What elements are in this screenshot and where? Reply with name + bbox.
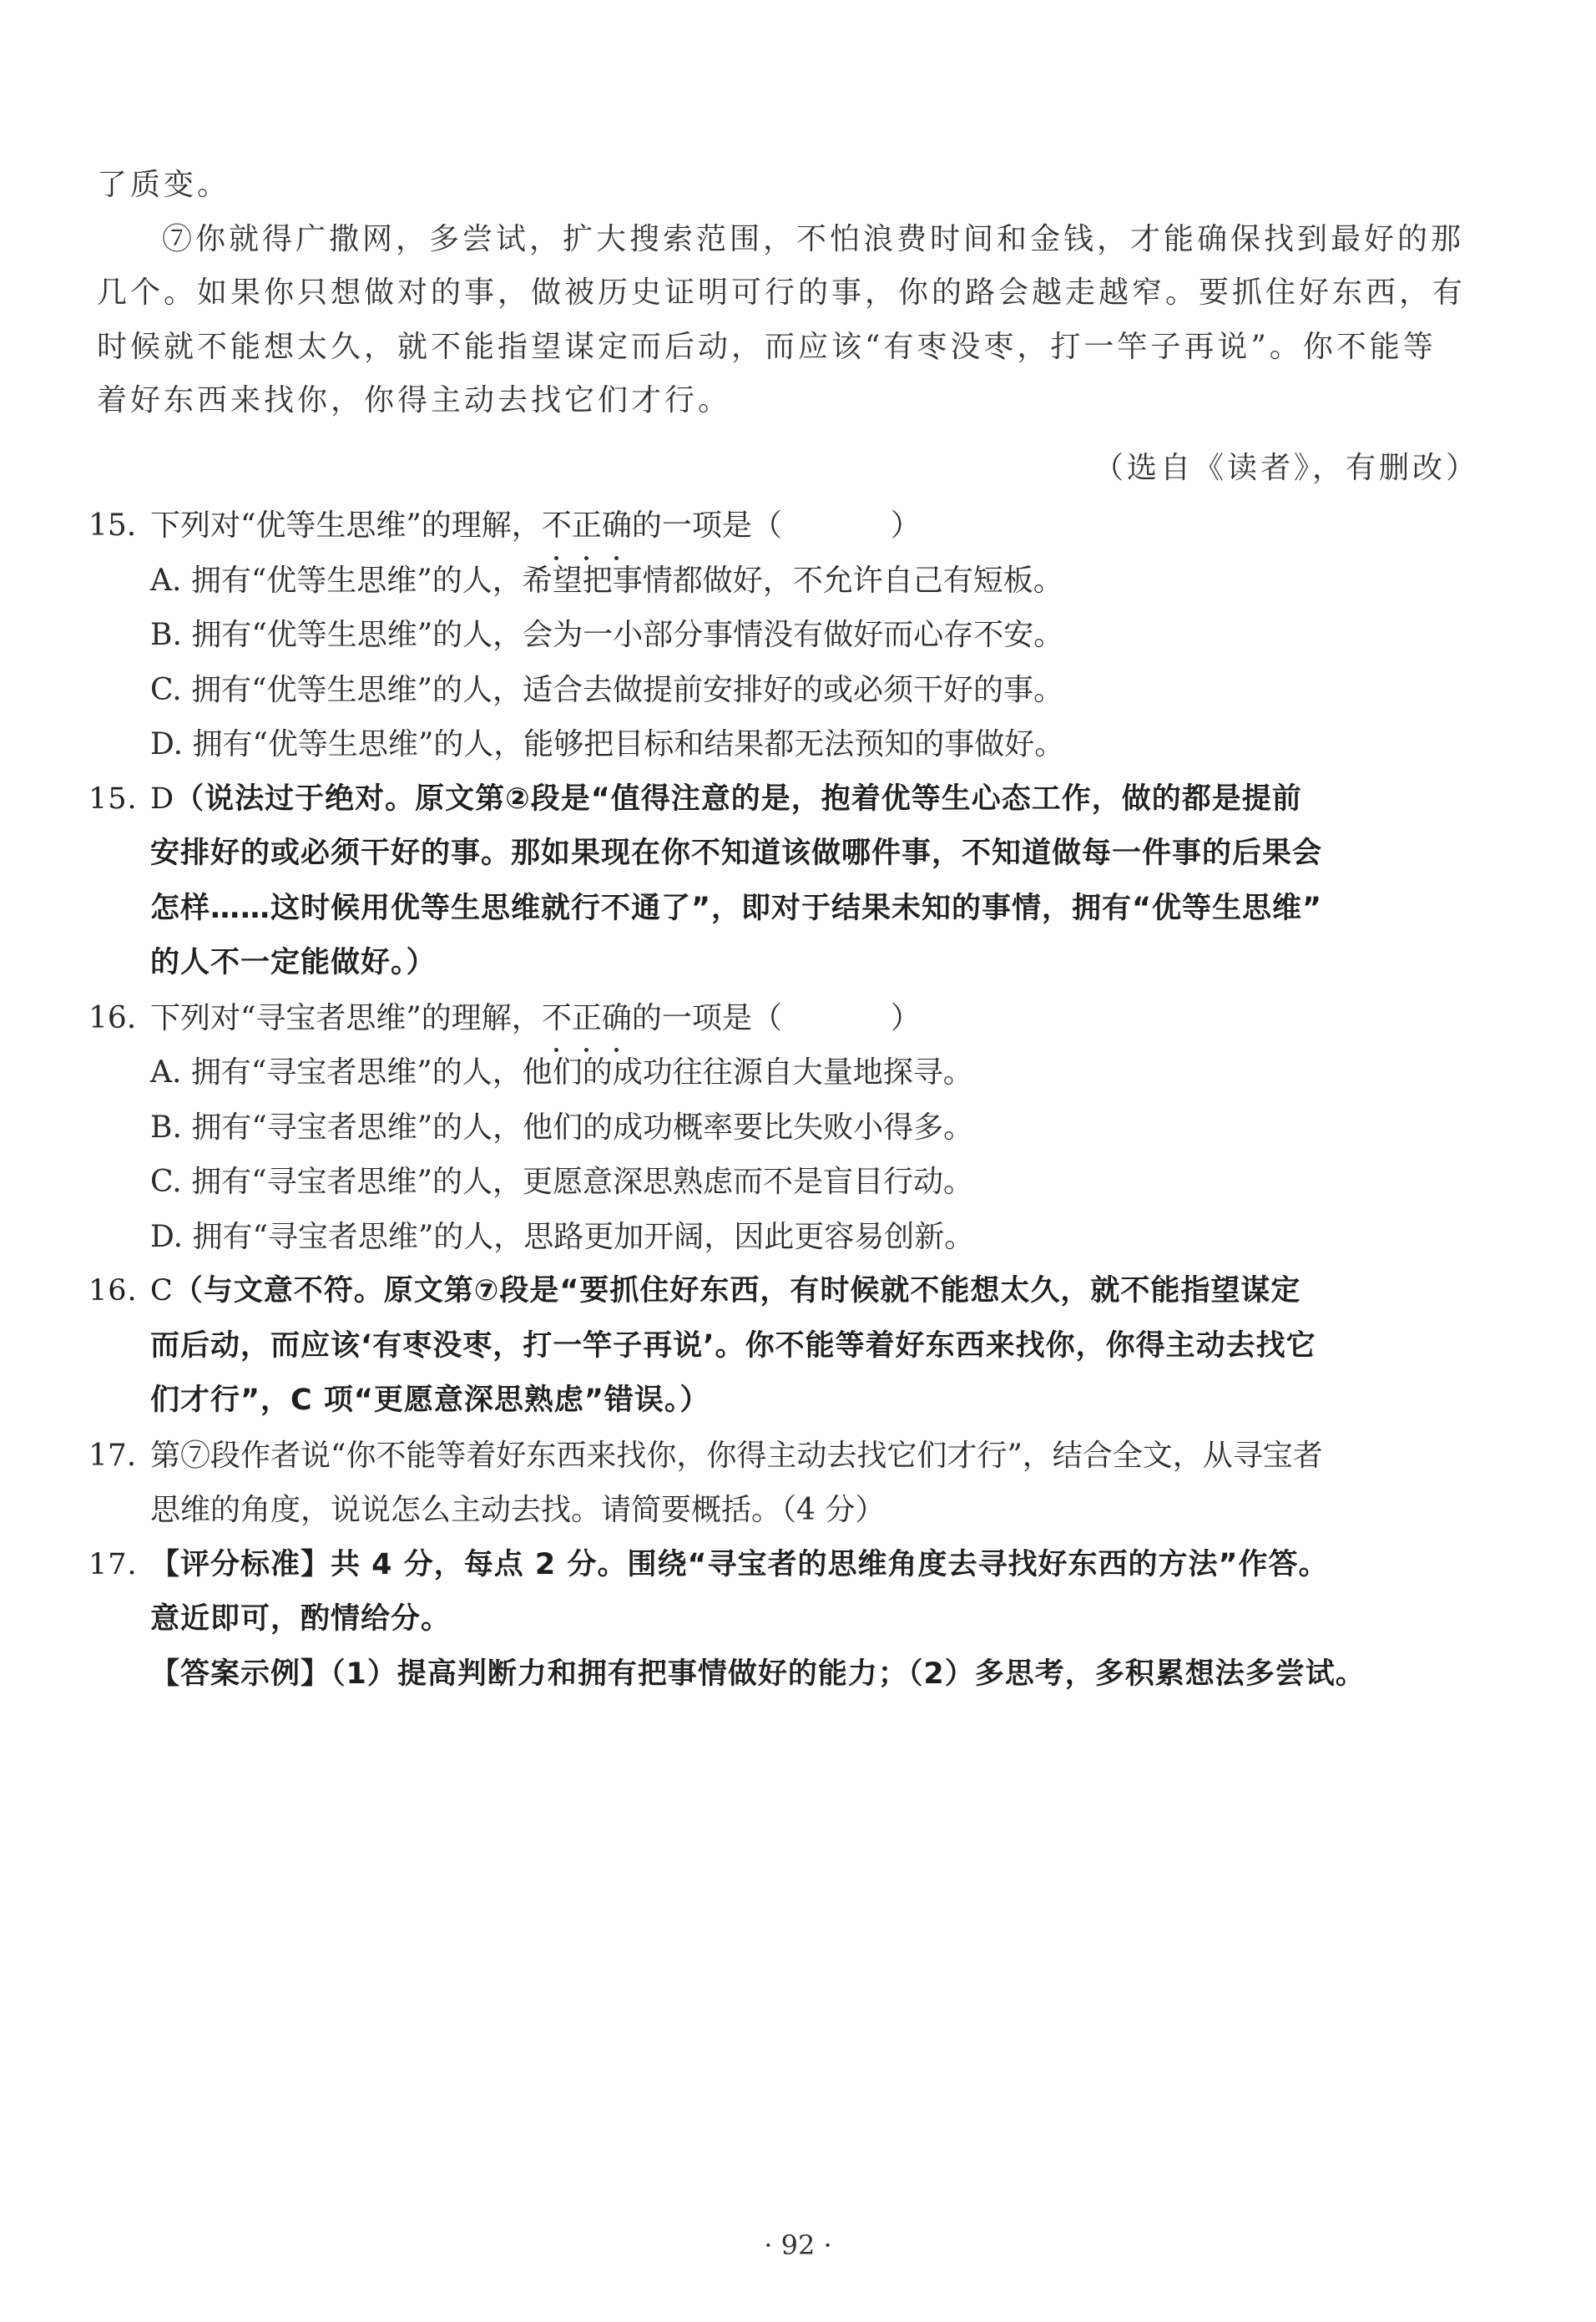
option-a: A. 拥有“优等生思维”的人，希望把事情都做好，不允许自己有短板。 [150, 563, 1063, 598]
page-number: · 92 · [764, 2229, 832, 2261]
emphasis-char: 确 [602, 498, 632, 554]
passage-source: （选自《读者》，有删改） [1093, 451, 1479, 485]
emphasis-char: 不 [542, 991, 572, 1046]
emphasis-char: 不 [542, 498, 572, 554]
passage-line: 了质变。 [97, 168, 231, 202]
option-d: D. 拥有“寻宝者思维”的人，思路更加开阔，因此更容易创新。 [150, 1219, 975, 1254]
emphasis-char: 确 [602, 991, 632, 1046]
question-number: 16. [88, 1000, 137, 1035]
question-line: 思维的角度，说说怎么主动去找。请简要概括。（4 分） [150, 1493, 886, 1527]
option-d: D. 拥有“优等生思维”的人，能够把目标和结果都无法预知的事做好。 [150, 727, 1065, 761]
answer-17 [88, 1538, 1491, 1593]
question-16 [88, 991, 1491, 1046]
question-17 [88, 1429, 1491, 1484]
answer-explanation: （说法过于绝对。原文第②段是“值得注意的是，抱着优等生心态工作，做的都是提前 [174, 782, 1302, 816]
answer-line: 怎样……这时候用优等生思维就行不通了”，即对于结果未知的事情，拥有“优等生思维” [150, 891, 1323, 925]
question-stem: ） [890, 508, 921, 543]
question-stem: 的一项是（ [631, 1000, 782, 1035]
option-b: B. 拥有“寻宝者思维”的人，他们的成功概率要比失败小得多。 [150, 1110, 974, 1145]
answer-example: 【答案示例】（1）提高判断力和拥有把事情做好的能力；（2）多思考，多积累想法多尝试。 [150, 1657, 1366, 1691]
passage-line: 几个。如果你只想做对的事，做被历史证明可行的事，你的路会越走越窄。要抓住好东西，有 [97, 276, 1467, 310]
emphasis-char: 正 [572, 991, 602, 1046]
question-stem: 下列对“优等生思维”的理解， [150, 508, 542, 543]
answer-line: 安排好的或必须干好的事。那如果现在你不知道该做哪件事，不知道做每一件事的后果会 [150, 837, 1323, 870]
answer-line: 而后动，而应该‘有枣没枣，打一竿子再说’。你不能等着好东西来找你，你得主动去找它 [150, 1328, 1316, 1363]
answer-line: 的人不一定能做好。） [150, 946, 437, 979]
answer-number: 17. [88, 1547, 138, 1581]
reading-passage [97, 159, 1482, 428]
scoring-criteria: 【评分标准】共 4 分，每点 2 分。围绕“寻宝者的思维角度去寻找好东西的方法”作答。 [150, 1547, 1329, 1581]
question-15 [88, 498, 1491, 554]
option-c: C. 拥有“优等生思维”的人，适合去做提前安排好的或必须干好的事。 [150, 672, 1063, 707]
question-number: 15. [88, 508, 137, 543]
answer-16 [88, 1264, 1491, 1319]
answer-number: 15. [88, 782, 138, 816]
question-stem: 的一项是（ [631, 508, 782, 543]
emphasis-char: 正 [572, 498, 602, 554]
answer-line: 们才行”，C 项“更愿意深思熟虑”错误。） [150, 1384, 710, 1417]
option-b: B. 拥有“优等生思维”的人，会为一小部分事情没有做好而心存不安。 [150, 618, 1064, 652]
question-stem: 第⑦段作者说“你不能等着好东西来找你，你得主动去找它们才行”，结合全文，从寻宝者 [150, 1438, 1323, 1473]
passage-line: 时候就不能想太久，就不能指望谋定而后动，而应该“有枣没枣，打一竿子再说”。你不能等 [97, 329, 1437, 364]
option-c: C. 拥有“寻宝者思维”的人，更愿意深思熟虑而不是盲目行动。 [150, 1165, 973, 1199]
answer-15 [88, 772, 1491, 827]
passage-line: 着好东西来找你，你得主动去找它们才行。 [97, 383, 732, 417]
answer-number: 16. [88, 1274, 138, 1308]
option-a: A. 拥有“寻宝者思维”的人，他们的成功往往源自大量地探寻。 [150, 1055, 973, 1090]
question-stem: ） [890, 1000, 921, 1035]
answer-explanation: （与文意不符。原文第⑦段是“要抓住好东西，有时候就不能想太久，就不能指望谋定 [173, 1274, 1301, 1308]
questions-and-answers [88, 498, 1491, 1702]
question-number: 17. [88, 1438, 137, 1473]
answer-line: 意近即可，酌情给分。 [150, 1602, 452, 1636]
answer-letter: C [150, 1274, 174, 1308]
passage-line: ⑦你就得广撒网，多尝试，扩大搜索范围，不怕浪费时间和金钱，才能确保找到最好的那 [162, 221, 1465, 256]
answer-letter: D [150, 782, 175, 816]
question-stem: 下列对“寻宝者思维”的理解， [150, 1000, 542, 1035]
